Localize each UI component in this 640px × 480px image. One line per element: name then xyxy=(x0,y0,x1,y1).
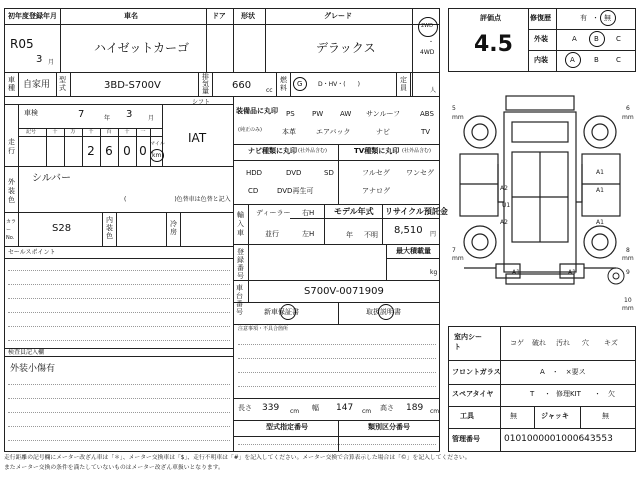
import-label: 輸入車 xyxy=(237,211,244,237)
import-dealer: ディーラー xyxy=(256,209,291,217)
first-reg-month-unit: 月 xyxy=(48,59,55,66)
inspection-month-unit: 月 xyxy=(148,115,155,122)
length-unit: cm xyxy=(290,408,300,415)
spare-tire-label: スペアタイヤ xyxy=(452,390,494,398)
marker-6-unit: mm xyxy=(622,114,634,121)
damage-1: A1 xyxy=(596,169,604,176)
first-reg-header: 初年度登録年月 xyxy=(8,12,57,20)
damage-6: A1 xyxy=(596,219,604,226)
length-value: 339 xyxy=(262,403,280,413)
spare-opt-t: T xyxy=(530,390,535,398)
jack-label: ジャッキ xyxy=(541,412,569,420)
navi-sd: SD xyxy=(324,169,334,177)
reg-no-label: 登録番号 xyxy=(237,248,244,280)
marker-10: 10 xyxy=(624,297,632,304)
mileage-digit-6: 0 xyxy=(139,144,147,158)
mileage-unit-mile: マイル xyxy=(150,141,165,147)
model-year-unit: 年 xyxy=(346,231,353,239)
damage-3: A2 xyxy=(500,185,508,192)
color-code-value: S28 xyxy=(52,223,72,234)
height-value: 189 xyxy=(406,403,424,413)
first-reg-era-year: R05 xyxy=(10,37,34,51)
width-label: 幅 xyxy=(312,404,319,412)
windshield-options: A ・ ×要ス xyxy=(540,368,586,376)
equip-navi: ナビ xyxy=(376,128,390,136)
manual-label: 取扱説明書 xyxy=(366,308,401,316)
marker-7: 7 xyxy=(452,247,456,254)
marker-10-unit: mm xyxy=(622,305,634,312)
mileage-digit-4: 6 xyxy=(105,144,113,158)
drive-2wd-label: 2WD xyxy=(421,23,433,29)
digit-unit-2: 万 xyxy=(70,129,76,135)
digit-unit-4: 百 xyxy=(106,129,112,135)
marker-8: 8 xyxy=(626,247,630,254)
max-load-unit: kg xyxy=(430,269,438,276)
inspector-value: 外装小傷有 xyxy=(10,364,56,374)
notes-label: 注意事項・不具合箇所 xyxy=(238,326,289,332)
fuel-label: 燃料 xyxy=(280,76,287,92)
warranty-label: 新車保証書 xyxy=(264,308,299,316)
class-label: 車種 xyxy=(8,76,15,92)
mgmt-value: 0101000001000643553 xyxy=(504,434,613,444)
marker-8-unit: mm xyxy=(622,255,634,262)
color-code-label: カラーNo. xyxy=(6,219,17,241)
width-value: 147 xyxy=(336,403,354,413)
tools-value: 無 xyxy=(510,412,517,420)
mileage-digit-5: 0 xyxy=(123,144,131,158)
digit-unit-3: 千 xyxy=(88,129,94,135)
drive-4wd-label: 4WD xyxy=(420,49,435,56)
tools-label: 工具 xyxy=(460,412,474,420)
model-label: 型式 xyxy=(59,76,66,92)
door-header: ドア xyxy=(212,12,226,20)
displacement-value: 660 xyxy=(232,80,252,91)
spare-dot1: ・ xyxy=(544,390,551,398)
height-unit: cm xyxy=(430,408,440,415)
grade-value: デラックス xyxy=(316,41,376,55)
width-unit: cm xyxy=(362,408,372,415)
jack-value: 無 xyxy=(602,412,609,420)
chassis-value: S700V-0071909 xyxy=(304,286,384,297)
footer-line-1: 走行距離の記号欄にメーター改ざん車は「＊」、メーター交換車は「$」、走行不明車は「#」を記入してください。メーター交換で合算表示した場合は「©」を記入してください。 xyxy=(4,455,471,461)
equip-abs: ABS xyxy=(420,110,434,118)
marker-5: 5 xyxy=(452,105,456,112)
exterior-opt-a: A xyxy=(572,35,577,43)
navi-cd: CD xyxy=(248,187,259,195)
marker-9: 9 xyxy=(626,269,630,276)
exterior-opt-b: B xyxy=(594,35,599,43)
interior-color-label: 内装色 xyxy=(106,216,113,240)
damage-8: A1 xyxy=(568,269,576,276)
sheet-opt-burn: コゲ xyxy=(510,339,524,347)
score-label: 評価点 xyxy=(480,14,501,22)
digit-unit-1: 十 xyxy=(52,129,58,135)
tv-title-sub: (社外品含む) xyxy=(402,148,431,154)
recycle-label: リサイクル預託金 xyxy=(385,207,448,216)
interior-opt-c: C xyxy=(616,56,621,64)
marker-7-unit: mm xyxy=(452,255,464,262)
color-note: ( )色替車は色替と記入 xyxy=(124,196,231,203)
damage-2: A1 xyxy=(596,187,604,194)
equip-tv: TV xyxy=(421,128,431,136)
sheet-opt-scratch: キズ xyxy=(604,339,618,347)
equipment-subtitle: (純正のみ) xyxy=(238,127,262,133)
mileage-digit-3: 2 xyxy=(87,144,95,158)
inspection-year-unit: 年 xyxy=(104,115,111,122)
tv-title: TV種類に丸印 xyxy=(354,147,400,155)
repair-opt-no: 無 xyxy=(604,14,611,22)
capacity-unit: 人 xyxy=(430,87,437,94)
repair-opt-yes: 有 xyxy=(580,14,587,22)
capacity-label: 定員 xyxy=(400,76,407,92)
digit-unit-5: 十 xyxy=(124,129,130,135)
car-name-header: 車名 xyxy=(124,12,138,20)
fuel-options: D・HV・( ) xyxy=(318,81,360,88)
inspection-label: 車検 xyxy=(24,109,38,117)
spare-opt-missing: 欠 xyxy=(608,390,615,398)
equip-aw: AW xyxy=(340,110,352,118)
sheet-opt-tear: 破れ xyxy=(532,339,546,347)
spare-opt-kit: 修理KIT xyxy=(556,390,581,398)
color-value: シルバー xyxy=(32,173,72,184)
mileage-record-label: 記号 xyxy=(26,129,37,135)
class-no-label: 類別区分番号 xyxy=(368,423,410,431)
mileage-unit-km: km xyxy=(152,152,162,159)
exterior-opt-c: C xyxy=(616,35,621,43)
exterior-label: 外装 xyxy=(534,35,548,43)
displacement-label: 排気量 xyxy=(202,73,209,95)
tv-oneseg: ワンセグ xyxy=(406,169,434,177)
fuel-selected: G xyxy=(297,80,303,88)
shift-value: IAT xyxy=(188,131,207,145)
sheet-opt-dirt: 汚れ xyxy=(556,339,570,347)
repair-label: 修復歴 xyxy=(530,14,551,22)
score-value: 4.5 xyxy=(474,32,513,57)
damage-5: A2 xyxy=(500,219,508,226)
grade-header: グレード xyxy=(324,12,352,20)
navi-title: ナビ種類に丸印 xyxy=(248,147,297,155)
repair-dot: ・ xyxy=(592,14,599,22)
model-value: 3BD-S700V xyxy=(104,80,161,91)
displacement-unit: cc xyxy=(266,87,273,94)
marker-6: 6 xyxy=(626,105,630,112)
equip-airbag: エアバック xyxy=(316,128,351,136)
import-left: 左H xyxy=(302,230,315,238)
windshield-label: フロントガラス xyxy=(452,368,501,376)
navi-dvd-play: DVD再生可 xyxy=(277,187,314,195)
first-reg-month: 3 xyxy=(36,54,43,65)
equip-ps: PS xyxy=(286,110,295,118)
import-parallel: 並行 xyxy=(265,230,279,238)
footer-line-2: またメーター交換の条件を満たしていないものはメーター改ざん車扱いとなります。 xyxy=(4,465,224,471)
vehicle-diagram xyxy=(440,92,640,322)
chassis-label: 車台番号 xyxy=(236,284,243,316)
navi-dvd: DVD xyxy=(286,169,302,177)
inspection-month: 3 xyxy=(126,109,133,120)
aircon-label: 冷房 xyxy=(170,220,177,236)
height-label: 高さ xyxy=(380,404,394,412)
sales-point-label: セールスポイント xyxy=(8,249,56,256)
car-name-value: ハイゼットカーゴ xyxy=(94,41,190,55)
color-label: 外装色 xyxy=(8,178,15,204)
model-year-value: 不明 xyxy=(364,231,378,239)
mgmt-label: 管理番号 xyxy=(452,435,480,443)
tv-fullseg: フルセグ xyxy=(362,169,390,177)
interior-label: 内装 xyxy=(534,56,548,64)
damage-4: U1 xyxy=(502,202,511,209)
tv-analog: アナログ xyxy=(362,187,390,195)
navi-hdd: HDD xyxy=(246,169,263,177)
inspector-label: 検査員記入欄 xyxy=(8,349,45,356)
equip-pw: PW xyxy=(312,110,324,118)
recycle-value: 8,510 xyxy=(394,225,423,236)
mileage-label: 走行 xyxy=(8,138,15,155)
damage-7: A1 xyxy=(512,269,520,276)
equip-leather: 本革 xyxy=(282,128,296,136)
navi-title-sub: (社外品含む) xyxy=(298,148,327,154)
interior-opt-b: B xyxy=(594,56,599,64)
spare-dot2: ・ xyxy=(594,390,601,398)
interior-sheet-label: 室内シート xyxy=(454,333,482,351)
class-value: 自家用 xyxy=(23,80,51,90)
type-no-label: 型式指定番号 xyxy=(266,423,308,431)
equip-sunroof: サンルーフ xyxy=(366,110,401,118)
interior-opt-a: A xyxy=(570,56,575,64)
inspection-year: 7 xyxy=(78,109,85,120)
max-load-label: 最大積載量 xyxy=(396,247,431,255)
digit-unit-6: 一 xyxy=(140,129,146,135)
sheet-opt-hole: 穴 xyxy=(582,339,589,347)
recycle-unit: 円 xyxy=(430,231,437,238)
import-right: 右H xyxy=(302,209,315,217)
length-label: 長さ xyxy=(238,404,252,412)
shift-label: シフト xyxy=(192,99,211,106)
shape-header: 形状 xyxy=(241,12,255,20)
marker-5-unit: mm xyxy=(452,114,464,121)
equipment-title: 装備品に丸印 xyxy=(236,107,278,115)
model-year-label: モデル年式 xyxy=(334,207,374,216)
drive-divider-dot: ・ xyxy=(428,39,435,46)
